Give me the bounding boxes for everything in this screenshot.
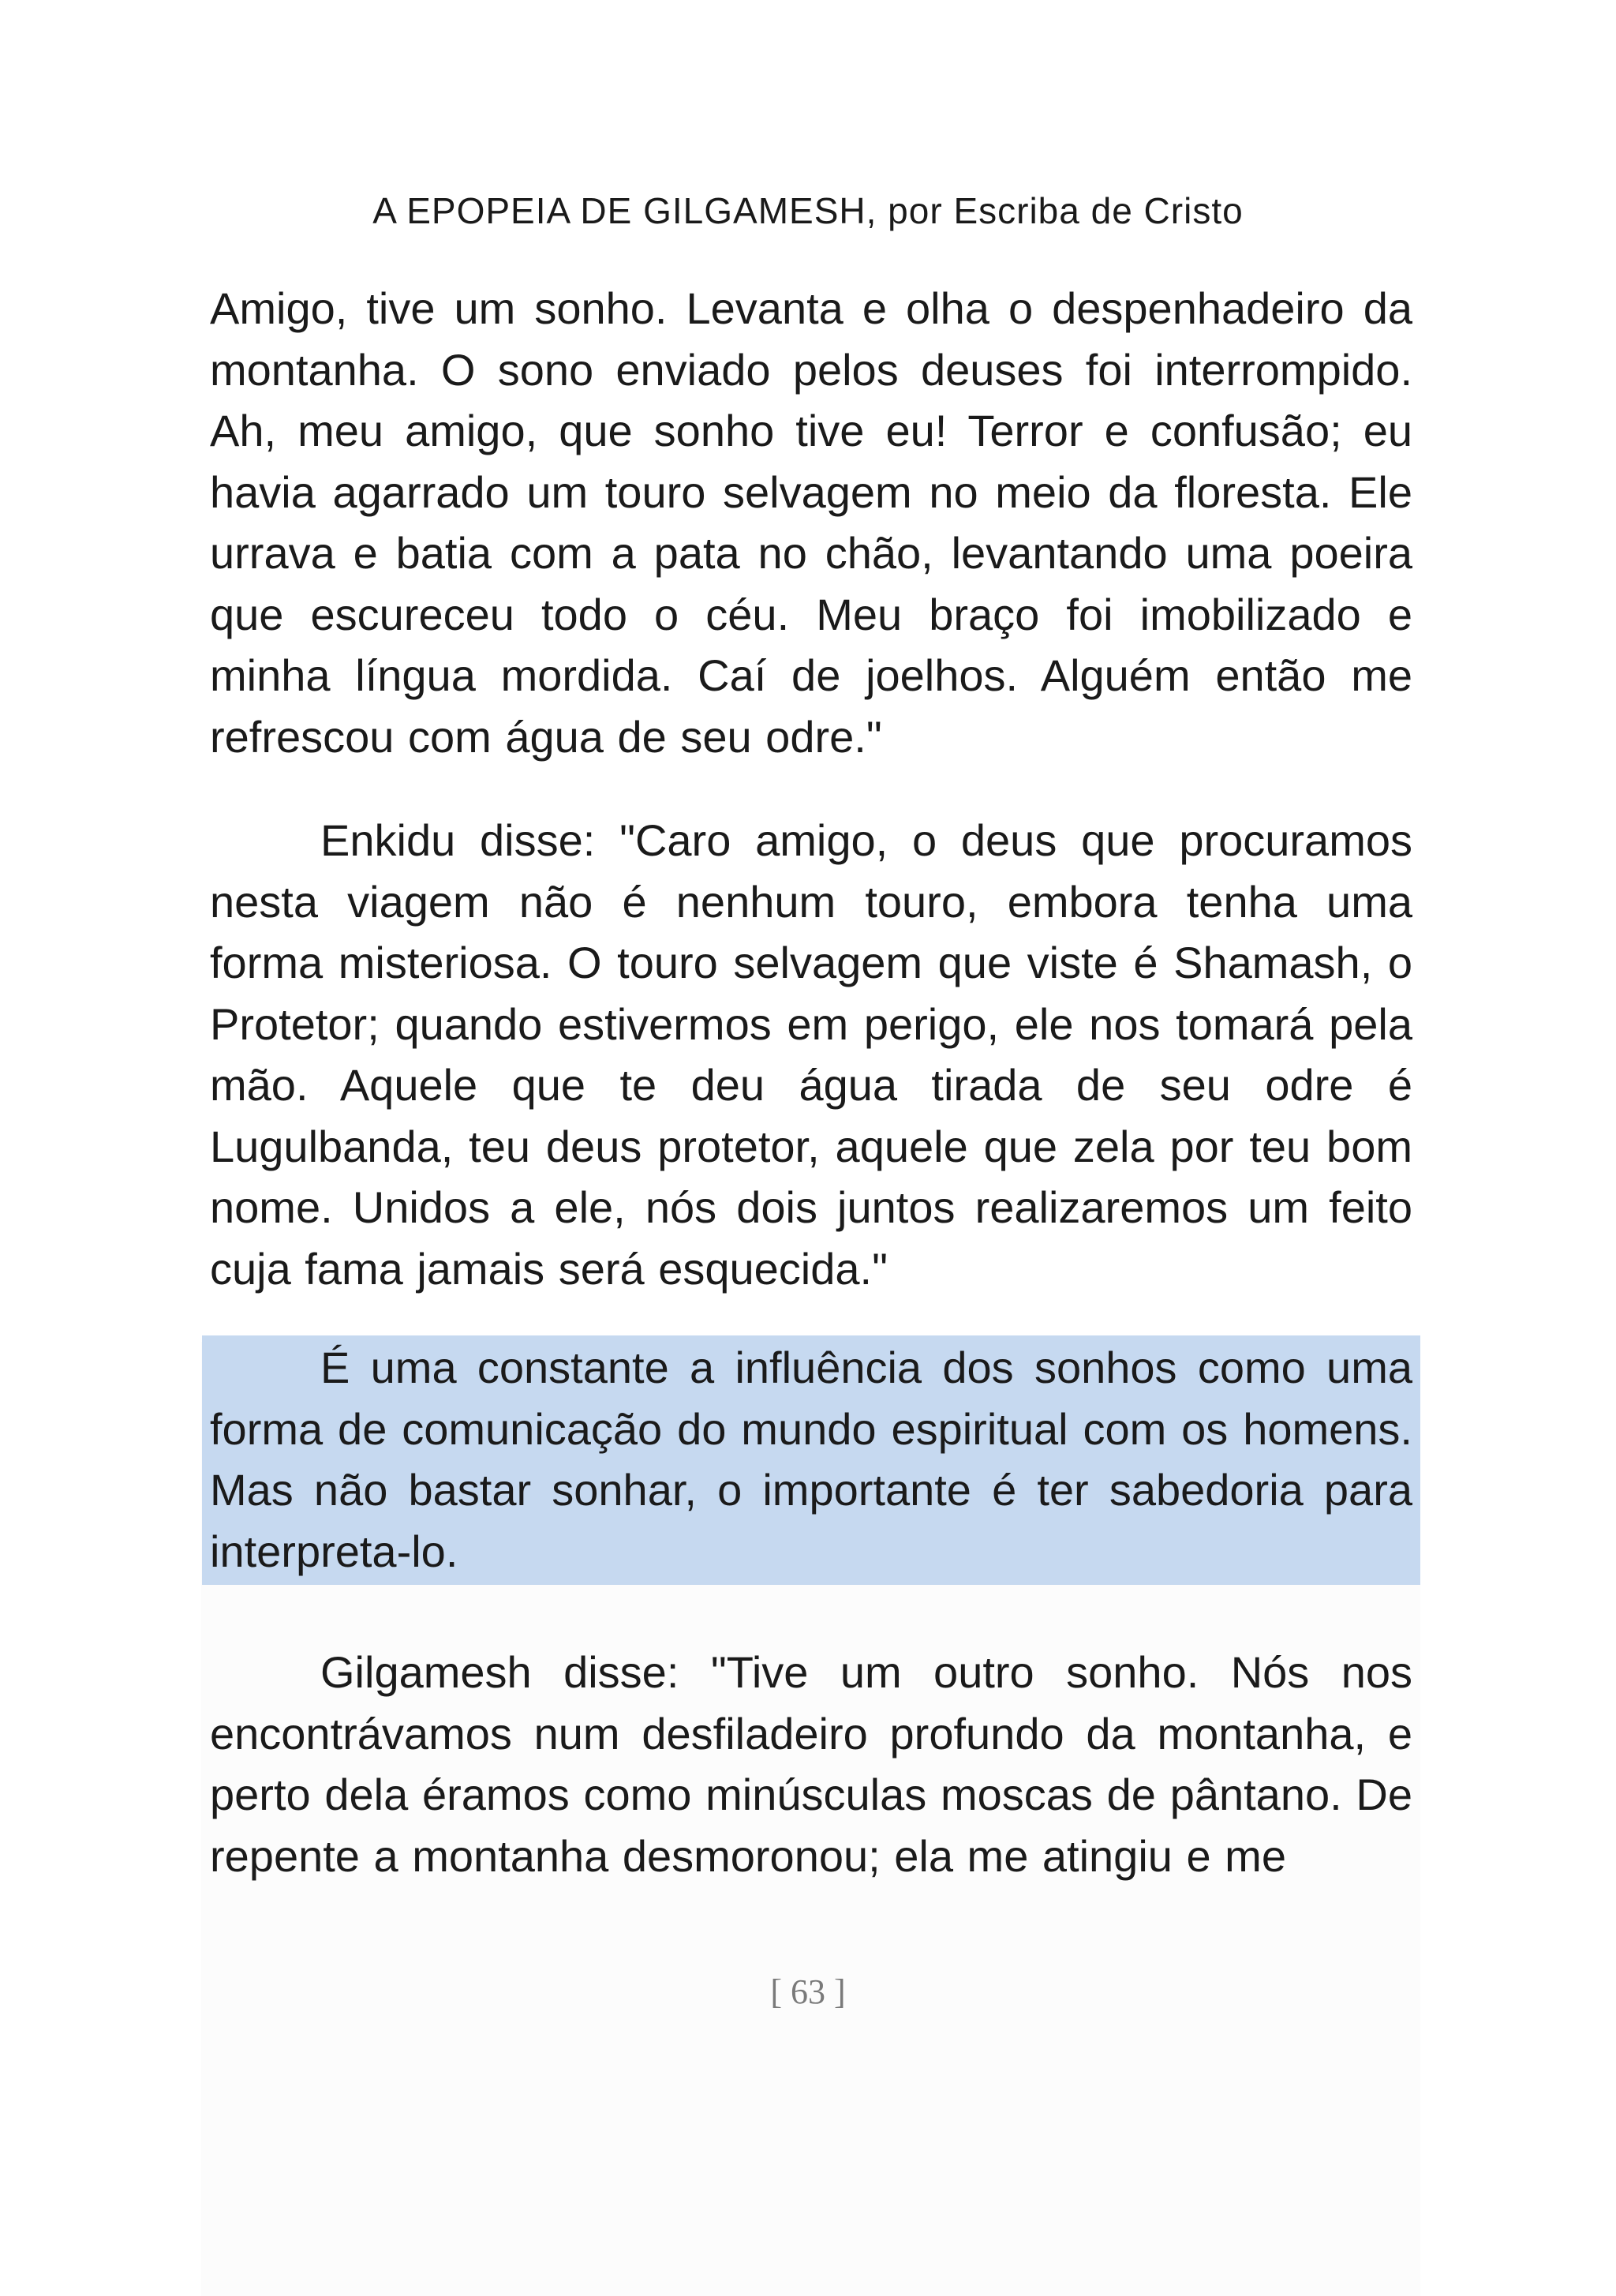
body-text [210,278,1412,1886]
paragraph-second-dream: Gilgamesh disse: "Tive um outro sonho. Nós nos encontrávamos num desfiladeiro profundo da montanha, e perto dela éramos como minúsculas moscas de pântano. De repente a montanha desmoronou; ela me atingiu e me [210,1647,1412,1881]
page-number: [ 63 ] [770,1972,846,2011]
paragraph-enkidu-reply: Enkidu disse: "Caro amigo, o deus que procuramos nesta viagem não é nenhum touro, embora tenha uma forma misteriosa. O touro selvagem que viste é Shamash, o Protetor; quando estivermos em perigo, ele nos tomará pela mão. Aquele que te deu água tirada de seu odre é Lugulbanda, teu deus protetor, aquele que zela por teu bom nome. Unidos a ele, nós dois juntos realizaremos um feito cuja fama jamais será esquecida." [210,815,1412,1294]
paragraph-commentary-highlight: É uma constante a influência dos sonhos como uma forma de comunicação do mundo espiritual com os homens. Mas não bastar sonhar, o importante é ter sabedoria para interpreta-lo. [202,1335,1420,1585]
running-header: A EPOPEIA DE GILGAMESH, por Escriba de Cristo [372,190,1244,231]
paragraph-dream-narration: Amigo, tive um sonho. Levanta e olha o despenhadeiro da montanha. O sono enviado pelos deuses foi interrompido. Ah, meu amigo, que sonho tive eu! Terror e confusão; eu havia agarrado um touro selvagem no meio da floresta. Ele urrava e batia com a pata no chão, levantando uma poeira que escureceu todo o céu. Meu braço foi imobilizado e minha língua mordida. Caí de joelhos. Alguém então me refrescou com água de seu odre." [210,283,1412,762]
